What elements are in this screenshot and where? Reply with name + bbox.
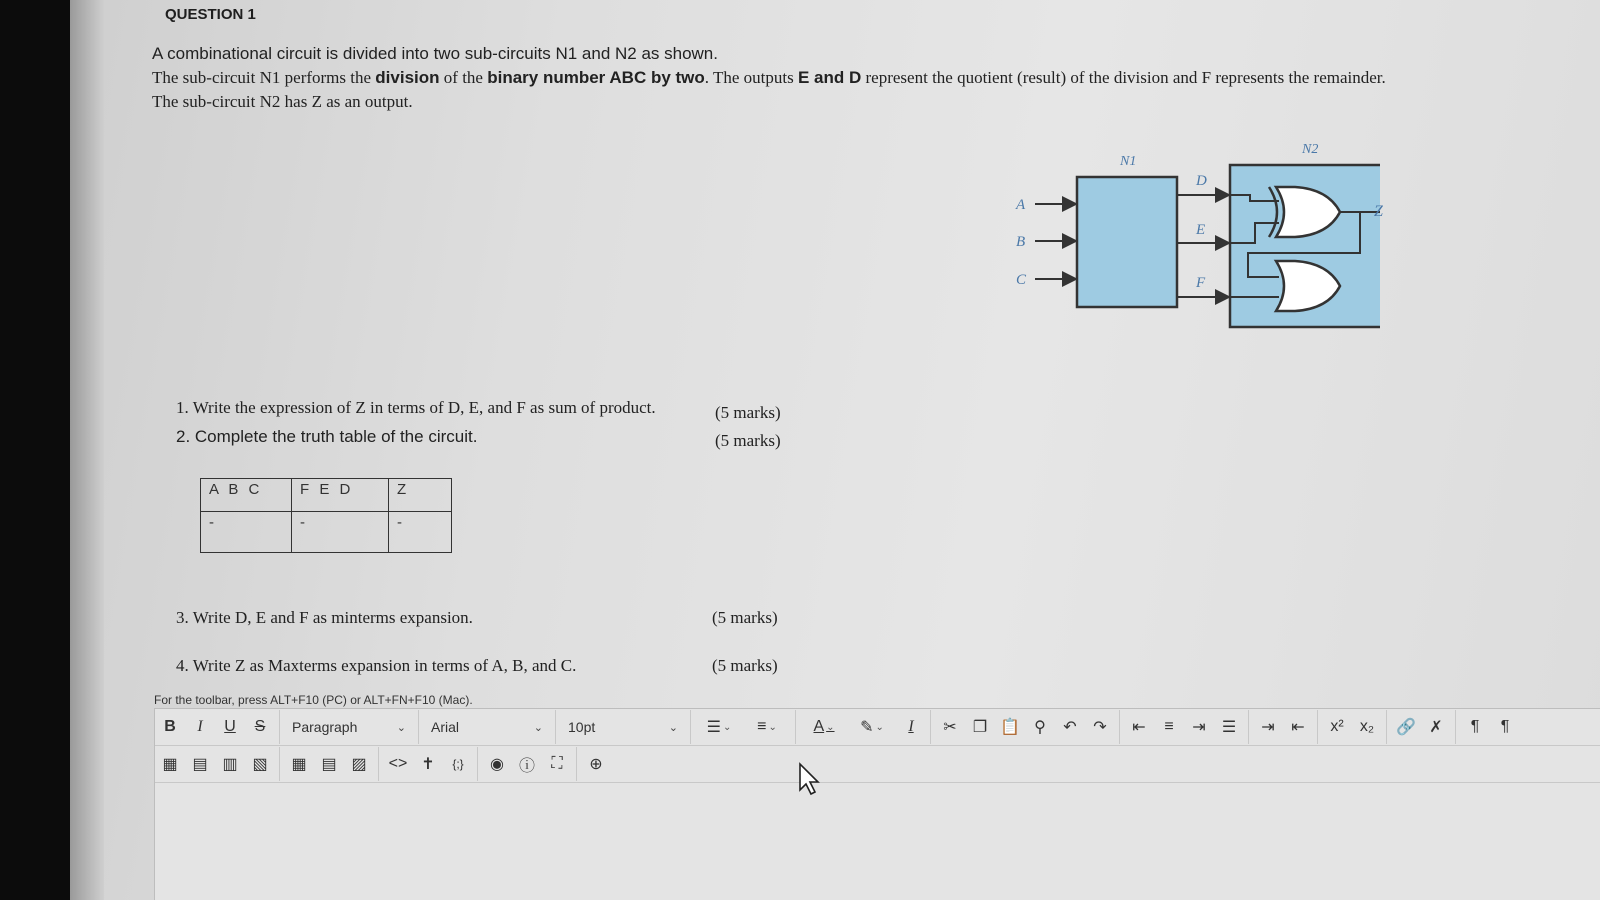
bold-button[interactable]: B [164, 718, 176, 735]
intro-line-2-part: of the [443, 68, 483, 87]
intro-line-2-part: represent the quotient (result) of the division and F represents the remainder. [865, 68, 1386, 87]
label-d: D [1196, 173, 1207, 189]
undo-icon[interactable]: ↶ [1063, 719, 1077, 736]
subscript-icon[interactable]: x₂ [1359, 718, 1375, 735]
table-cell-abc[interactable]: - [201, 512, 292, 553]
question-item-3: 3. Write D, E and F as minterms expansion. [176, 608, 473, 627]
unlink-icon[interactable]: ✗ [1429, 719, 1443, 736]
table-row [201, 512, 452, 553]
table-header-abc: A B C [201, 479, 292, 512]
cut-icon[interactable]: ✂ [943, 719, 957, 736]
italic-button[interactable]: I [197, 718, 203, 735]
table-merge-icon[interactable]: ▦ [291, 756, 307, 773]
n2-label: N2 [1302, 142, 1319, 157]
toolbar-divider [576, 747, 577, 781]
intro-line-2-bold: binary number ABC by two [487, 68, 705, 87]
n1-block [1077, 177, 1177, 307]
question-item-4: 4. Write Z as Maxterms expansion in terms of A, B, and C. [176, 656, 577, 675]
toolbar-divider [1455, 710, 1456, 744]
chevron-down-icon: ⌄ [722, 721, 732, 733]
table-header-fed: F E D [292, 479, 389, 512]
circuit-diagram [940, 135, 1380, 345]
outdent-icon[interactable]: ⇤ [1291, 719, 1305, 736]
marks-2: (5 marks) [715, 431, 781, 450]
source-code-icon[interactable]: <> [388, 755, 408, 772]
text-color-button[interactable]: A ⌄ [813, 718, 835, 735]
table-column-icon[interactable]: ▥ [222, 756, 238, 773]
output-label-z: Z [1374, 203, 1383, 220]
toolbar-divider [1317, 710, 1318, 744]
input-label-a: A [1016, 197, 1026, 213]
highlight-color-button[interactable]: ✎ ⌄ [860, 719, 884, 736]
intro-line-3: The sub-circuit N2 has Z as an output. [152, 92, 413, 111]
chevron-down-icon: ⌄ [668, 721, 678, 734]
ltr-icon[interactable]: ¶ [1470, 718, 1480, 735]
toolbar-divider [477, 747, 478, 781]
table-cell-fed[interactable]: - [292, 512, 389, 553]
copy-icon[interactable]: ❐ [972, 719, 988, 736]
clear-formatting-button[interactable]: I [908, 718, 914, 735]
search-icon[interactable]: ⚲ [1034, 719, 1046, 736]
add-content-icon[interactable]: ⊕ [589, 756, 603, 773]
marks-3: (5 marks) [712, 608, 778, 627]
intro-line-2-part: The sub-circuit N1 performs the [152, 68, 372, 87]
help-icon[interactable]: ⓘ [518, 757, 535, 775]
table-row-icon[interactable]: ▤ [192, 756, 208, 773]
strikethrough-button[interactable]: S [254, 718, 266, 735]
marks-1: (5 marks) [715, 403, 781, 422]
align-justify-icon[interactable]: ☰ [1221, 719, 1237, 736]
toolbar-row-1 [155, 709, 1600, 746]
table-row [201, 479, 452, 512]
toolbar-row-2 [155, 746, 1600, 783]
intro-line-2-part: . The outputs [704, 68, 794, 87]
numbered-list-button[interactable]: ≡ ⌄ [757, 718, 777, 735]
toolbar-divider [279, 747, 280, 781]
n1-label: N1 [1120, 154, 1137, 169]
chevron-down-icon: ⌄ [875, 721, 884, 733]
toolbar-hint: For the toolbar, press ALT+F10 (PC) or ALT+FN+F10 (Mac). [154, 693, 473, 707]
redo-icon[interactable]: ↷ [1093, 719, 1107, 736]
intro-line-1: A combinational circuit is divided into two sub-circuits N1 and N2 as shown. [152, 44, 718, 63]
chevron-down-icon: ⌄ [533, 721, 543, 734]
chevron-down-icon: ⌄ [768, 721, 777, 733]
toolbar-divider [1248, 710, 1249, 744]
link-icon[interactable]: 🔗 [1396, 719, 1416, 736]
toolbar-divider [1386, 710, 1387, 744]
math-icon[interactable]: {;} [452, 757, 464, 771]
superscript-icon[interactable]: x² [1330, 718, 1344, 735]
input-label-c: C [1016, 272, 1027, 288]
label-e: E [1196, 222, 1206, 238]
font-family-select-value: Arial [431, 719, 460, 735]
paragraph-select-value: Paragraph [292, 719, 358, 735]
align-left-icon[interactable]: ⇤ [1132, 719, 1146, 736]
toolbar-divider [378, 747, 379, 781]
toolbar-divider [279, 710, 280, 744]
intro-line-2-bold: division [375, 68, 440, 87]
toolbar-divider [1119, 710, 1120, 744]
toolbar-divider [555, 710, 556, 744]
preview-icon[interactable]: ◉ [490, 756, 504, 773]
paste-icon[interactable]: 📋 [1000, 719, 1020, 736]
label-f: F [1196, 275, 1206, 291]
underline-button[interactable]: U [224, 718, 236, 735]
chevron-down-icon: ⌄ [396, 721, 406, 734]
font-size-select[interactable] [560, 713, 686, 741]
table-cell-z[interactable]: - [389, 512, 452, 553]
bullet-list-button[interactable]: ☰ ⌄ [706, 719, 732, 736]
table-delete-icon[interactable]: ▧ [252, 756, 268, 773]
input-label-b: B [1016, 234, 1026, 250]
rtl-icon[interactable]: ¶ [1500, 718, 1510, 735]
marks-4: (5 marks) [712, 656, 778, 675]
intro-line-2-bold: E and D [797, 68, 862, 87]
align-center-icon[interactable]: ≡ [1164, 718, 1174, 735]
toolbar-divider [690, 710, 691, 744]
accessibility-icon[interactable]: ✝ [421, 756, 435, 773]
toolbar-divider [418, 710, 419, 744]
table-header-z: Z [389, 479, 452, 512]
insert-table-icon[interactable]: ▦ [162, 756, 178, 773]
indent-icon[interactable]: ⇥ [1261, 719, 1275, 736]
question-item-2: 2. Complete the truth table of the circuit. [176, 427, 478, 446]
table-split-icon[interactable]: ▤ [321, 756, 337, 773]
question-item-1: 1. Write the expression of Z in terms of D, E, and F as sum of product. [176, 398, 656, 417]
answer-editor[interactable] [154, 708, 1600, 900]
table-properties-icon[interactable]: ▨ [351, 756, 367, 773]
align-right-icon[interactable]: ⇥ [1192, 719, 1206, 736]
mouse-pointer-icon [798, 762, 822, 796]
font-size-select-value: 10pt [568, 719, 596, 735]
font-family-select[interactable] [423, 713, 551, 741]
paragraph-select[interactable] [284, 713, 414, 741]
intro-line-2 [152, 68, 1386, 88]
toolbar-divider [930, 710, 931, 744]
chevron-down-icon: ⌄ [826, 721, 835, 733]
toolbar-divider [795, 710, 796, 744]
fullscreen-icon[interactable]: ⛶ [551, 755, 563, 772]
question-title: QUESTION 1 [165, 6, 256, 23]
truth-table [200, 478, 452, 553]
screen [70, 0, 1600, 900]
